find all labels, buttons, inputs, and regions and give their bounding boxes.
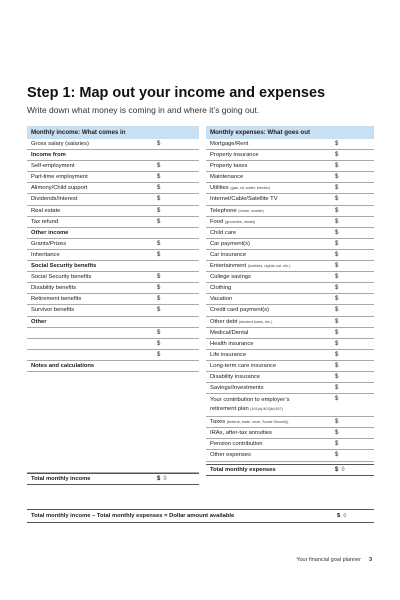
expenses-row-label-line2: retirement plan [210,405,249,412]
income-row [27,150,199,161]
expenses-row [206,183,374,194]
expenses-amount-field[interactable]: $ [335,296,339,303]
income-row [27,294,199,305]
income-row-label: Gross salary (salaries) [31,141,89,147]
total-expenses-label: Total monthly expenses [210,466,276,473]
income-table-header: Monthly income: What comes in [27,126,199,139]
income-row-label: Part-time employment [31,174,88,181]
expenses-amount-field[interactable]: $ [335,340,339,347]
expenses-amount-field[interactable]: $ [335,196,339,203]
expenses-row-label: Other expenses [210,452,251,459]
expenses-row-note: (federal, state, local, Social Security) [226,420,289,425]
income-row [27,206,199,217]
expenses-row-label: Utilities [210,185,229,192]
income-row-label: Survivor benefits [31,307,75,314]
expenses-row [206,305,374,316]
expenses-row-label: Your contribution to employer’s [210,397,290,404]
income-row-label: Real estate [31,207,61,214]
expenses-row [206,450,374,461]
expenses-row [206,417,374,428]
expenses-amount-field[interactable]: $ [335,318,339,325]
income-amount-field[interactable]: $ [157,207,161,214]
income-amount-field[interactable]: $ [157,251,161,258]
expenses-amount-field[interactable]: $ [335,207,339,214]
expenses-amount-field[interactable]: $ [335,263,339,270]
expenses-amount-field[interactable]: $ [335,396,339,403]
expenses-row [206,239,374,250]
expenses-row-label: Pension contribution [210,441,263,448]
expenses-row-label: Clothing [210,285,232,292]
expenses-row-label: Entertainment [210,263,247,270]
income-row [27,261,199,272]
income-row-label: Income from [31,152,66,159]
income-amount-field[interactable]: $ [157,285,161,292]
expenses-row [206,361,374,372]
expenses-row-label: Credit card payment(s) [210,307,269,314]
expenses-amount-field[interactable]: $ [335,229,339,236]
income-row [27,194,199,205]
expenses-amount-field[interactable]: $ [335,329,339,336]
income-row [27,305,199,316]
expenses-row-label: Child care [210,229,237,236]
expenses-row-label: Medical/Dental [210,329,249,336]
income-row-label: Other income [31,229,69,236]
expenses-amount-field[interactable]: $ [335,441,339,448]
expenses-row-label: Food [210,218,224,225]
expenses-row-label: Property taxes [210,163,248,170]
expenses-amount-field[interactable]: $ [335,307,339,314]
expenses-row-label: College savings [210,274,251,281]
income-row [27,239,199,250]
expenses-row [206,428,374,439]
expenses-amount-field[interactable]: $ [335,163,339,170]
income-rows [27,139,199,372]
expenses-row-note: (student loans, etc.) [239,319,273,324]
expenses-amount-field[interactable]: $ [335,285,339,292]
expenses-row-label: Vacation [210,296,233,303]
expenses-row [206,161,374,172]
expenses-row-label: Health insurance [210,340,254,347]
expenses-amount-field[interactable]: $ [335,152,339,159]
expenses-amount-field[interactable]: $ [335,218,339,225]
dollar-available-dollar: $ [337,513,341,519]
expenses-table-header: Monthly expenses: What goes out [206,126,374,139]
expenses-row-label: Savings/Investments [210,385,264,392]
income-row [27,339,199,350]
page-title: Step 1: Map out your income and expenses [27,85,326,101]
total-expenses-dollar: $ [335,466,339,473]
income-row [27,272,199,283]
page-footer [296,557,372,563]
income-row [27,161,199,172]
total-income-value[interactable]: 0 [163,475,167,482]
income-amount-field[interactable]: $ [157,307,161,314]
total-expenses-value[interactable]: 0 [341,466,345,473]
income-amount-field[interactable]: $ [157,329,161,336]
expenses-row [206,339,374,350]
dollar-available-value[interactable]: 0 [343,513,347,519]
expenses-row [206,383,374,394]
expenses-row [206,206,374,217]
expenses-amount-field[interactable]: $ [335,185,339,192]
income-row-label: Notes and calculations [31,362,95,369]
expenses-row-label: Car insurance [210,251,247,258]
income-row-label: Inheritance [31,251,60,258]
income-row [27,328,199,339]
income-row-label: Alimony/Child support [31,185,88,192]
income-row-label: Grants/Prizes [31,240,67,247]
expenses-row [206,328,374,339]
expenses-row [206,272,374,283]
expenses-row [206,139,374,150]
expenses-row-label: Disability insurance [210,373,260,380]
income-row-label: Social Security benefits [31,274,92,281]
expenses-row [206,228,374,239]
page-number: 3 [368,557,372,563]
income-row-label: Retirement benefits [31,296,82,303]
expenses-row-note: (401(k)/403(b)/457) [250,406,284,411]
expenses-row-label: Car payment(s) [210,240,250,247]
notes-area [27,372,199,473]
income-row-label: Tax refund [31,218,59,225]
expenses-row [206,217,374,228]
income-row [27,228,199,239]
income-row-label: Other [31,318,47,325]
expenses-row-label: Telephone [210,207,237,214]
expenses-row-label: Taxes [210,419,226,426]
expenses-row [206,250,374,261]
income-row [27,317,199,328]
expenses-amount-field[interactable]: $ [335,351,339,358]
expenses-row-label: Internet/Cable/Satellite TV [210,196,278,203]
footer-text: Your financial goal planner [296,557,361,563]
total-income-dollar: $ [157,475,161,482]
expenses-row [206,261,374,272]
income-row [27,172,199,183]
dollar-available-row [27,509,374,523]
expenses-amount-field[interactable]: $ [335,141,339,147]
expenses-row-label: Other debt [210,318,238,325]
income-row [27,283,199,294]
income-amount-field[interactable]: $ [157,163,161,170]
expenses-row [206,350,374,361]
total-income-row [27,473,199,485]
dollar-available-label: Total monthly income – Total monthly expenses = Dollar amount available [31,513,235,519]
expenses-row [206,150,374,161]
expenses-row-label: Mortgage/Rent [210,141,249,147]
expenses-row [206,317,374,328]
expenses-row [206,172,374,183]
income-amount-field[interactable]: $ [157,141,161,147]
income-amount-field[interactable]: $ [157,174,161,181]
income-row-label: Disability benefits [31,285,77,292]
expenses-row [206,283,374,294]
income-amount-field[interactable]: $ [157,274,161,281]
total-expenses-row [206,464,374,476]
total-income-label: Total monthly income [31,475,91,482]
income-amount-field[interactable]: $ [157,218,161,225]
expense-rows [206,139,374,462]
income-row [27,361,199,372]
expenses-row-note: (hobbies, nights out, etc.) [247,264,291,269]
expenses-amount-field[interactable]: $ [335,452,339,459]
income-amount-field[interactable]: $ [157,196,161,203]
income-row-label: Dividends/Interest [31,196,78,203]
expenses-amount-field[interactable]: $ [335,419,339,426]
expenses-amount-field[interactable]: $ [335,251,339,258]
expenses-amount-field[interactable]: $ [335,240,339,247]
income-row-label: Social Security benefits [31,263,97,270]
expenses-row [206,439,374,450]
expenses-amount-field[interactable]: $ [335,174,339,181]
expenses-table [206,126,374,476]
income-row [27,139,199,150]
expenses-amount-field[interactable]: $ [335,430,339,437]
page-subtitle: Write down what money is coming in and where it’s going out. [27,105,260,115]
expenses-row-note: (groceries, meals) [224,219,256,224]
expenses-row [206,194,374,205]
expenses-row-note: (gas, oil, water, electric) [230,186,271,191]
income-amount-field[interactable]: $ [157,296,161,303]
expenses-row-label: Maintenance [210,174,244,181]
income-row [27,183,199,194]
expenses-amount-field[interactable]: $ [335,362,339,369]
expenses-row [206,372,374,383]
income-row [27,350,199,361]
expenses-row-note: (home, mobile) [238,208,264,213]
income-amount-field[interactable]: $ [157,185,161,192]
expenses-amount-field[interactable]: $ [335,385,339,392]
expenses-row-label: Life insurance [210,351,247,358]
expenses-row [206,394,374,417]
income-amount-field[interactable]: $ [157,240,161,247]
expenses-amount-field[interactable]: $ [335,274,339,281]
income-row [27,250,199,261]
expenses-amount-field[interactable]: $ [335,373,339,380]
income-table [27,126,199,485]
expenses-row-label: IRAs, after-tax annuities [210,430,272,437]
expenses-row-label: Property insurance [210,152,259,159]
income-amount-field[interactable]: $ [157,340,161,347]
income-row-label: Self-employment [31,163,75,170]
expenses-row [206,294,374,305]
income-amount-field[interactable]: $ [157,351,161,358]
income-row [27,217,199,228]
expenses-row-label: Long-term care insurance [210,362,277,369]
